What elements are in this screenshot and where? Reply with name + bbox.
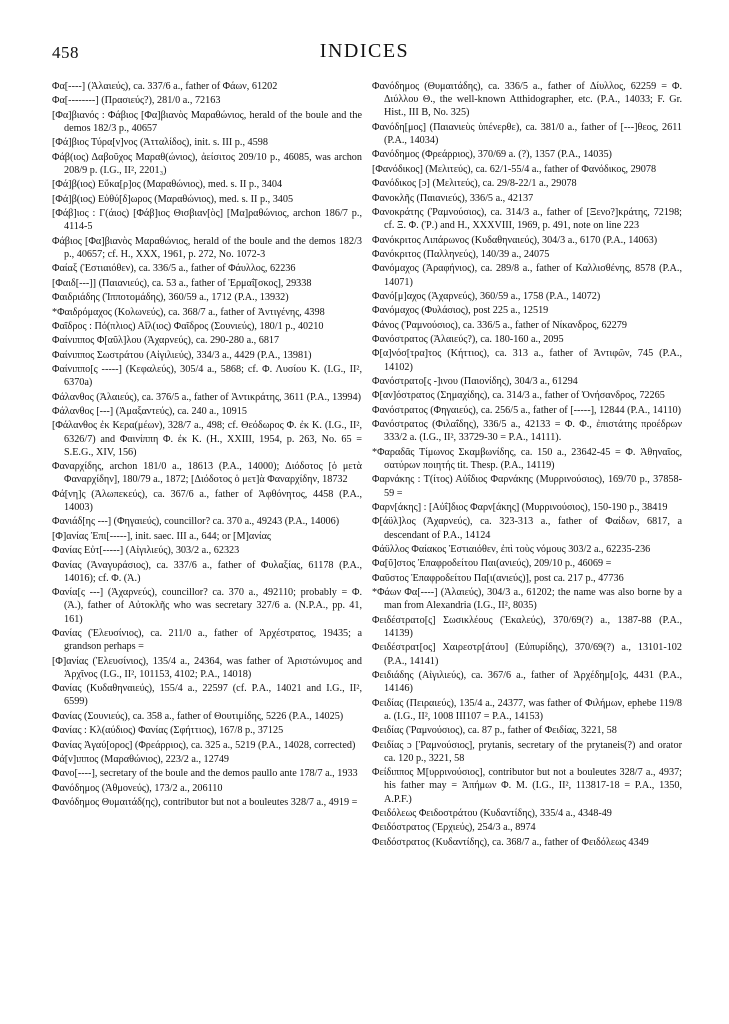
index-entry: Φάλανθος [---] (Ἀμαξαντεύς), ca. 240 a., 10915 [52, 406, 247, 418]
index-entry: Φανόδη[μος] (Παιανιεὺς ὑπένερθε), ca. 381/0 a., father of [---]θεος, 2611 (P.A., 14034) [372, 121, 682, 146]
index-entry: Φανόκριτος (Παλληνεύς), 140/39 a., 24075 [372, 248, 550, 260]
index-entry: Φανόδημος (Θυμαιτάδης), ca. 336/5 a., father of Δίυλλος, 62259 = Φ. Διύλλου Θ., the well-known Atthidographer, etc. (P.A., 14033; F. Gr. Hist., III B, No. 325) [372, 81, 682, 119]
index-entry: Φανίας Εὐτ[-----] (Αἰγιλιεύς), 303/2 a., 62323 [52, 545, 240, 557]
index-entry: Φ[άϋλ]λος (Ἀχαρνεύς), ca. 323-313 a., father of Φαίδων, 6817, a descendant of P.A., 14124 [372, 516, 682, 541]
index-entry: Φειδέστρατο[ς] Σωσικλέους (Ἐκαλεύς), 370/69(?) a., 1387-88 (P.A., 14139) [372, 614, 682, 639]
index-entry: Φανόμαχος (Φυλάσιος), post 225 a., 12519 [372, 305, 549, 317]
index-entry: Φάλανθος (Ἀλαιεύς), ca. 376/5 a., father of Ἀντικράτης, 3611 (P.A., 13994) [52, 391, 361, 403]
running-head-title: INDICES [319, 40, 410, 62]
index-entry: Φανόστρατος (Φηγαιεύς), ca. 256/5 a., father of [-----], 12844 (P.A., 14110) [372, 404, 682, 416]
index-entry: Φανοκλῆς (Παιανιεύς), 336/5 a., 42137 [372, 192, 534, 204]
index-entry: [Φ]ανίας Ἐπι[-----], init. saec. III a., 644; or [Μ]ανίας [52, 530, 271, 542]
index-entry: Φαναρχίδης, archon 181/0 a., 18613 (P.A., 14000); Διόδοτος [ὁ μετὰ Φαναρχίδην], 180/79 a., 1872; [Διόδοτος ὁ μετ]ὰ Φαναρχίδην, 18732 [52, 461, 362, 486]
index-entry: Φειδίας ɔ [Ῥαμνούσιος], prytanis, secretary of the prytaneis(?) and orator ca. 120 p., 3221, 58 [372, 739, 682, 764]
index-entry: [Φά]βιος Τύρα[ν]νος (Ἀτταλίδος), init. s. III p., 4598 [52, 137, 268, 149]
index-entry: Φά[νη]ς (Ἀλωπεκεύς), ca. 367/6 a., father of Ἀφθόνητος, 4458 (P.A., 14003) [52, 488, 362, 514]
index-entry: Φάνος (Ῥαμνούσιος), ca. 336/5 a., father of Νίκανδρος, 62279 [372, 319, 627, 331]
index-entry: Φα[----] (Ἁλαιεύς), ca. 337/6 a., father of Φάων, 61202 [52, 81, 278, 92]
index-entry: Φειδιάδης (Αἰγιλιεύς), ca. 367/6 a., father of Ἀρχέδημ[ο]ς, 4431 (P.A., 14146) [372, 669, 682, 695]
index-entry: Φειδίας (Ῥαμνούσιος), ca. 87 p., father of Φειδίας, 3221, 58 [372, 725, 617, 737]
index-entry: Φαρν[άκης] : [Αὐΐ]διος Φαρν[άκης] (Μυρρινούσιος), 150-190 p., 38419 [372, 502, 668, 514]
index-entry: Φανόστρατος (Φιλαΐδης), 336/5 a., 42133 = Φ. Φ., ἐπιστάτης προέδρων 333/2 a. (I.G., II², 33729-30 = P.A., 14111). [372, 419, 682, 444]
index-entry: Φανόστρατος (Ἁλαιεύς?), ca. 180-160 a., 2095 [372, 334, 564, 346]
left-column [52, 80, 362, 811]
index-entry: Φαιδριάδης (Ἱπποτομάδης), 360/59 a., 1712 (P.A., 13932) [52, 292, 289, 304]
index-entry: Φανιάδ[ης ---] (Φηγαιεύς), councillor? ca. 370 a., 49243 (P.A., 14006) [52, 516, 340, 528]
index-entry: Φαίνιππος Φ[αῦλ]λου (Ἀχαρνεύς), ca. 290-280 a., 6817 [52, 335, 280, 347]
index-entry: Φανόδικος [ɔ] (Μελιτεύς), ca. 29/8-22/1 a., 29078 [372, 178, 577, 190]
index-entry: [Φα]βιανός : Φάβιος [Φα]βιανὸς Μαραθώνιος, herald of the boule and the demos 182/3 p., 40657 [52, 109, 362, 134]
index-entry: [Φαιδ[---]] (Παιανιεύς), ca. 53 a., father of Ἑρμαΐ[σκος], 29338 [52, 277, 312, 289]
index-entry: Φάϋλλος Φαίακος Ἑστιαιόθεν, ἐπὶ τοὺς νόμους 303/2 a., 62235-236 [372, 544, 651, 556]
index-entry: Φα[--------] (Πρασιεύς?), 281/0 a., 72163 [52, 95, 221, 107]
index-entry: Φ[α]νόσ[τρα]τος (Κήττιος), ca. 313 a., father of Ἀντιφῶν, 745 (P.A., 14102) [372, 348, 682, 373]
right-column [372, 80, 682, 850]
index-entry: Φειδίας (Πειραιεύς), 135/4 a., 24377, was father of Φιλήμων, ephebe 119/8 a. (I.G., II², 1008 III107 = P.A., 14153) [372, 697, 682, 722]
index-entry: Φάβ(ιος) Δαβοῦχος Μαραθ(ώνιος), ἀείσιτος 209/10 p., 46085, was archon 208/9 p. (I.G., II², 2201₃) [52, 151, 362, 176]
index-entry: Φειδόστρατος (Κυδαντίδης), ca. 368/7 a., father of Φειδόλεως 4349 [372, 836, 649, 848]
index-entry: [Φανόδικος] (Μελιτεύς), ca. 62/1-55/4 a., father of Φανόδικος, 29078 [372, 163, 657, 175]
index-entry: Φανοκράτης (Ῥαμνούσιος), ca. 314/3 a., father of [Ξενο?]κράτης, 72198; cf. Ξ. Φ. (Ῥ.) and H., XXXVIII, 1969, p. 491, note on line 223 [372, 206, 682, 232]
index-entry: Φαῖδρος : Πό(πλιος) Αἴλ(ιος) Φαῖδρος (Σουνιεύς), 180/1 p., 40210 [52, 320, 324, 332]
index-entry: Φαρνάκης : Τ(ίτος) Αὐΐδιος Φαρνάκης (Μυρρινούσιος), 169/70 p., 37858-59 = [372, 474, 682, 499]
index-entry: Φ[αν]όστρατος (Σημαχίδης), ca. 314/3 a., father of Ὀνήσανδρος, 72265 [372, 390, 665, 402]
index-entry: [Φά]β(ιος) Εὔκα[ρ]ος (Μαραθώνιος), med. s. II p., 3404 [52, 179, 283, 191]
index-entry: Φειδόλεως Φειδοστράτου (Κυδαντίδης), 335/4 a., 4348-49 [372, 807, 612, 819]
index-entry: [Φά]β(ιος) Εὐθύ[δ]ωρος (Μαραθώνιος), med. s. II p., 3405 [52, 193, 294, 205]
index-entry: [Φάλανθος ἐκ Κερα(μέων), 328/7 a., 498; cf. Θεόδωρος Φ. ἐκ Κ. (I.G., II², 6326/7) and Φαινίππη Φ. ἐκ Κ. (H., XXIII, 1954, p. 263, No. 65 = S.E.G., XIV, 156) [52, 420, 362, 458]
index-entry: Φάβιος [Φα]βιανὸς Μαραθώνιος, herald of the boule and the demos 182/3 p., 40657; cf. H., XXX, 1961, p. 272, No. 1072-3 [52, 235, 362, 260]
index-entry: Φανίας (Κυδαθηναιεύς), 155/4 a., 22597 (cf. P.A., 14021 and I.G., II², 6599) [52, 683, 362, 708]
index-entry: Φανόδημος (Φρεάρριος), 370/69 a. (?), 1357 (P.A., 14035) [372, 149, 612, 161]
index-entry: Φαίνιππο[ς -----] (Κεφαλεύς), 305/4 a., 5868; cf. Φ. Λυσίου Κ. (I.G., II², 6370a) [52, 364, 362, 389]
index-entry: [Φάβ]ιος : Γ(άιος) [Φάβ]ιος Θισβιαν[ὸς] [Μα]ραθώνιος, archon 186/7 p., 4114-5 [52, 208, 362, 233]
index-entry: Φανίας (Ἐλευσίνιος), ca. 211/0 a., father of Ἀρχέστρατος, 19435; a grandson perhaps = [52, 627, 362, 653]
index-entry: Φανίας Ἀγαύ[ορος] (Φρεάρριος), ca. 325 a., 5219 (P.A., 14028, corrected) [52, 739, 356, 751]
index-entry: Φανόδημος (Ἀθμονεύς), 173/2 a., 206110 [52, 782, 223, 794]
index-entry: *Φαραδᾶς Τίμωνος Σκαμβωνίδης, ca. 150 a., 23642-45 = Φ. Ἀθηναῖος, σατύρων ποιητής tit. Thesp. (P.A., 14119) [372, 446, 682, 472]
index-entry: Φανία[ς ---] (Ἀχαρνεύς), councillor? ca. 370 a., 492110; probably = Φ. (Ἀ.), father of Αὐτοκλῆς who was secretary 327/6 a. (N.P.A., pp. 41, 161) [52, 587, 362, 625]
index-entry: Φειδόστρατος (Ἐρχιεύς), 254/3 a., 8974 [372, 822, 536, 834]
index-entry: *Φάων Φα[----] (Ἁλαιεύς), 304/3 a., 61202; the name was also borne by a man from Alexandria (I.G., II², 8035) [372, 587, 682, 612]
index-entry: Φανίας : Κλ(αύδιος) Φανίας (Σφήττιος), 167/8 p., 37125 [52, 725, 284, 737]
index-entry: Φείδιππος Μ[υρρινούσιος], contributor but not a bouleutes 328/7 a., 4937; his father may = Ἀπήμων Φ. Μ. (I.G., II², 113817-18 = P.A., 1350, A.P.F.) [372, 767, 682, 805]
index-entry: Φαῦστος Ἐπαφροδείτου Πα[ι(ανιεύς)], post ca. 217 p., 47736 [372, 572, 624, 584]
index-entry: Φανίας (Ἀναγυράσιος), ca. 337/6 a., father of Φυλαξίας, 61178 (P.A., 14016); cf. Φ. (Ἀ.) [52, 559, 362, 584]
index-entry: Φανόστρατο[ς -]ινου (Παιονίδης), 304/3 a., 61294 [372, 376, 578, 388]
page-number: 458 [52, 43, 79, 62]
index-entry: Φαίαξ (Ἑστιαιόθεν), ca. 336/5 a., father of Φάυλλος, 62236 [52, 263, 296, 275]
index-entry: [Φ]ανίας (Ἐλευσίνιος), 135/4 a., 24364, was father of Ἀριστώνυμος and Ἀρχῖνος (I.G., II², 101153, 4102; P.A., 14018) [52, 655, 362, 680]
index-entry: Φανο[----], secretary of the boule and the demos paullo ante 178/7 a., 1933 [52, 768, 358, 780]
index-entry: Φανόκριτος Λιπάρωνος (Κυδαθηναιεύς), 304/3 a., 6170 (P.A., 14063) [372, 234, 658, 246]
index-entry: Φανόμαχος (Ἀραφήνιος), ca. 289/8 a., father of Καλλισθένης, 8578 (P.A., 14071) [372, 263, 682, 288]
index-entry: Φανό[μ]αχος (Ἀχαρνεύς), 360/59 a., 1758 (P.A., 14072) [372, 290, 601, 302]
index-entry: Φειδέστρατ[ος] Χαιρεστρ[άτου] (Εὐπυρίδης), 370/69(?) a., 13101-102 (P.A., 14141) [372, 642, 682, 667]
index-entry: Φανόδημος Θυμαιτάδ(ης), contributor but not a bouleutes 328/7 a., 4919 = [52, 797, 358, 809]
index-entry: Φα[ῦ]στος Ἐπαφροδείτου Παι(ανιεύς), 209/10 p., 46069 = [372, 558, 612, 570]
index-entry: Φανίας (Σουνιεύς), ca. 358 a., father of Θουτιμίδης, 5226 (P.A., 14025) [52, 710, 344, 722]
index-entry: Φαίνιππος Σωστράτου (Αἰγιλιεύς), 334/3 a., 4429 (P.A., 13981) [52, 349, 312, 361]
index-entry: *Φαιδρόμαχος (Κολωνεύς), ca. 368/7 a., father of Ἀντιγένης, 4398 [52, 306, 325, 318]
index-entry: Φά[ν]ιππος (Μαραθώνιος), 223/2 a., 12749 [52, 753, 230, 765]
